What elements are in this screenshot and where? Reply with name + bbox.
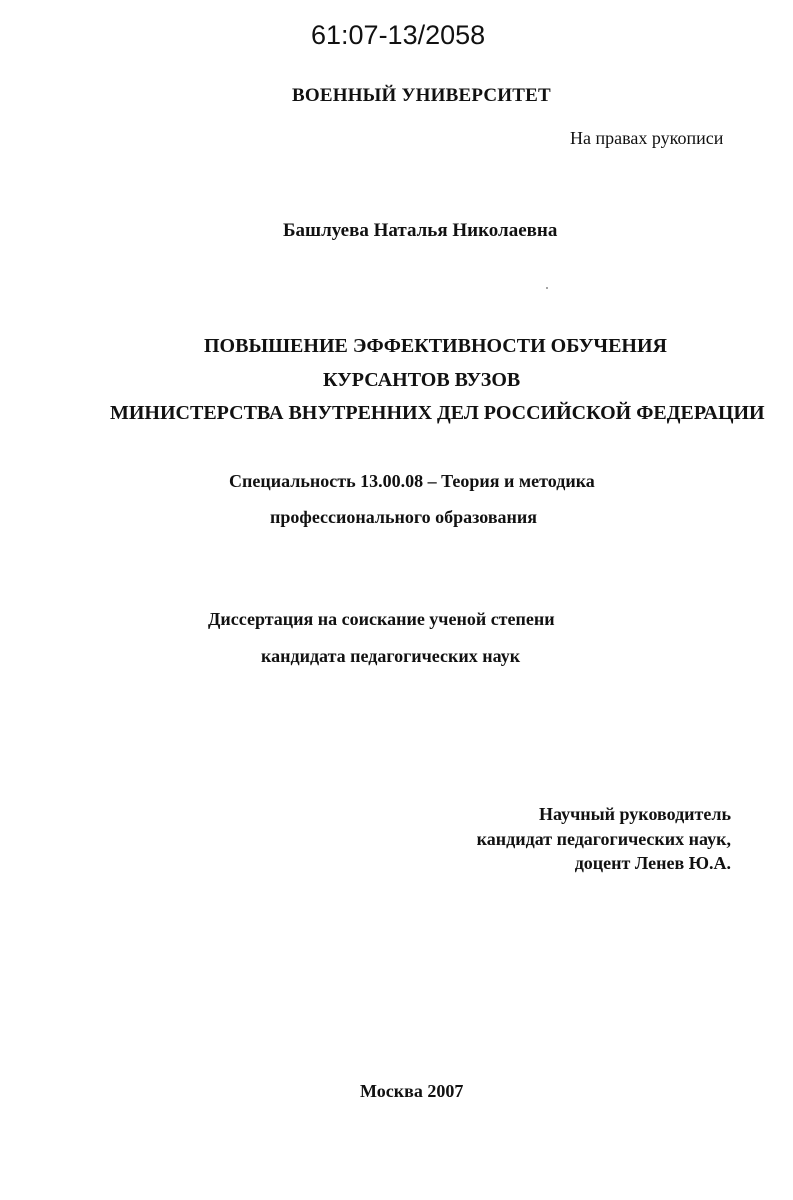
advisor-name: доцент Ленев Ю.А. <box>574 853 731 873</box>
rights-notice: На правах рукописи <box>570 128 724 148</box>
city-year: Москва 2007 <box>360 1081 464 1101</box>
title-line-3: МИНИСТЕРСТВА ВНУТРЕННИХ ДЕЛ РОССИЙСКОЙ ФЕДЕРАЦИИ <box>110 402 765 424</box>
advisor-role: Научный руководитель <box>539 804 731 824</box>
dissertation-line-1: Диссертация на соискание ученой степени <box>208 609 555 629</box>
advisor-degree: кандидат педагогических наук, <box>476 829 731 849</box>
dissertation-line-2: кандидата педагогических наук <box>261 646 521 666</box>
scan-speck <box>546 287 548 289</box>
specialty-line-2: профессионального образования <box>270 507 538 527</box>
title-line-1: ПОВЫШЕНИЕ ЭФФЕКТИВНОСТИ ОБУЧЕНИЯ <box>204 335 667 357</box>
author-name: Башлуева Наталья Николаевна <box>283 220 558 241</box>
catalog-number: 61:07-13/2058 <box>311 20 486 50</box>
university-name: ВОЕННЫЙ УНИВЕРСИТЕТ <box>292 85 551 106</box>
title-line-2: КУРСАНТОВ ВУЗОВ <box>323 369 521 391</box>
specialty-line-1: Специальность 13.00.08 – Теория и методика <box>229 471 595 491</box>
